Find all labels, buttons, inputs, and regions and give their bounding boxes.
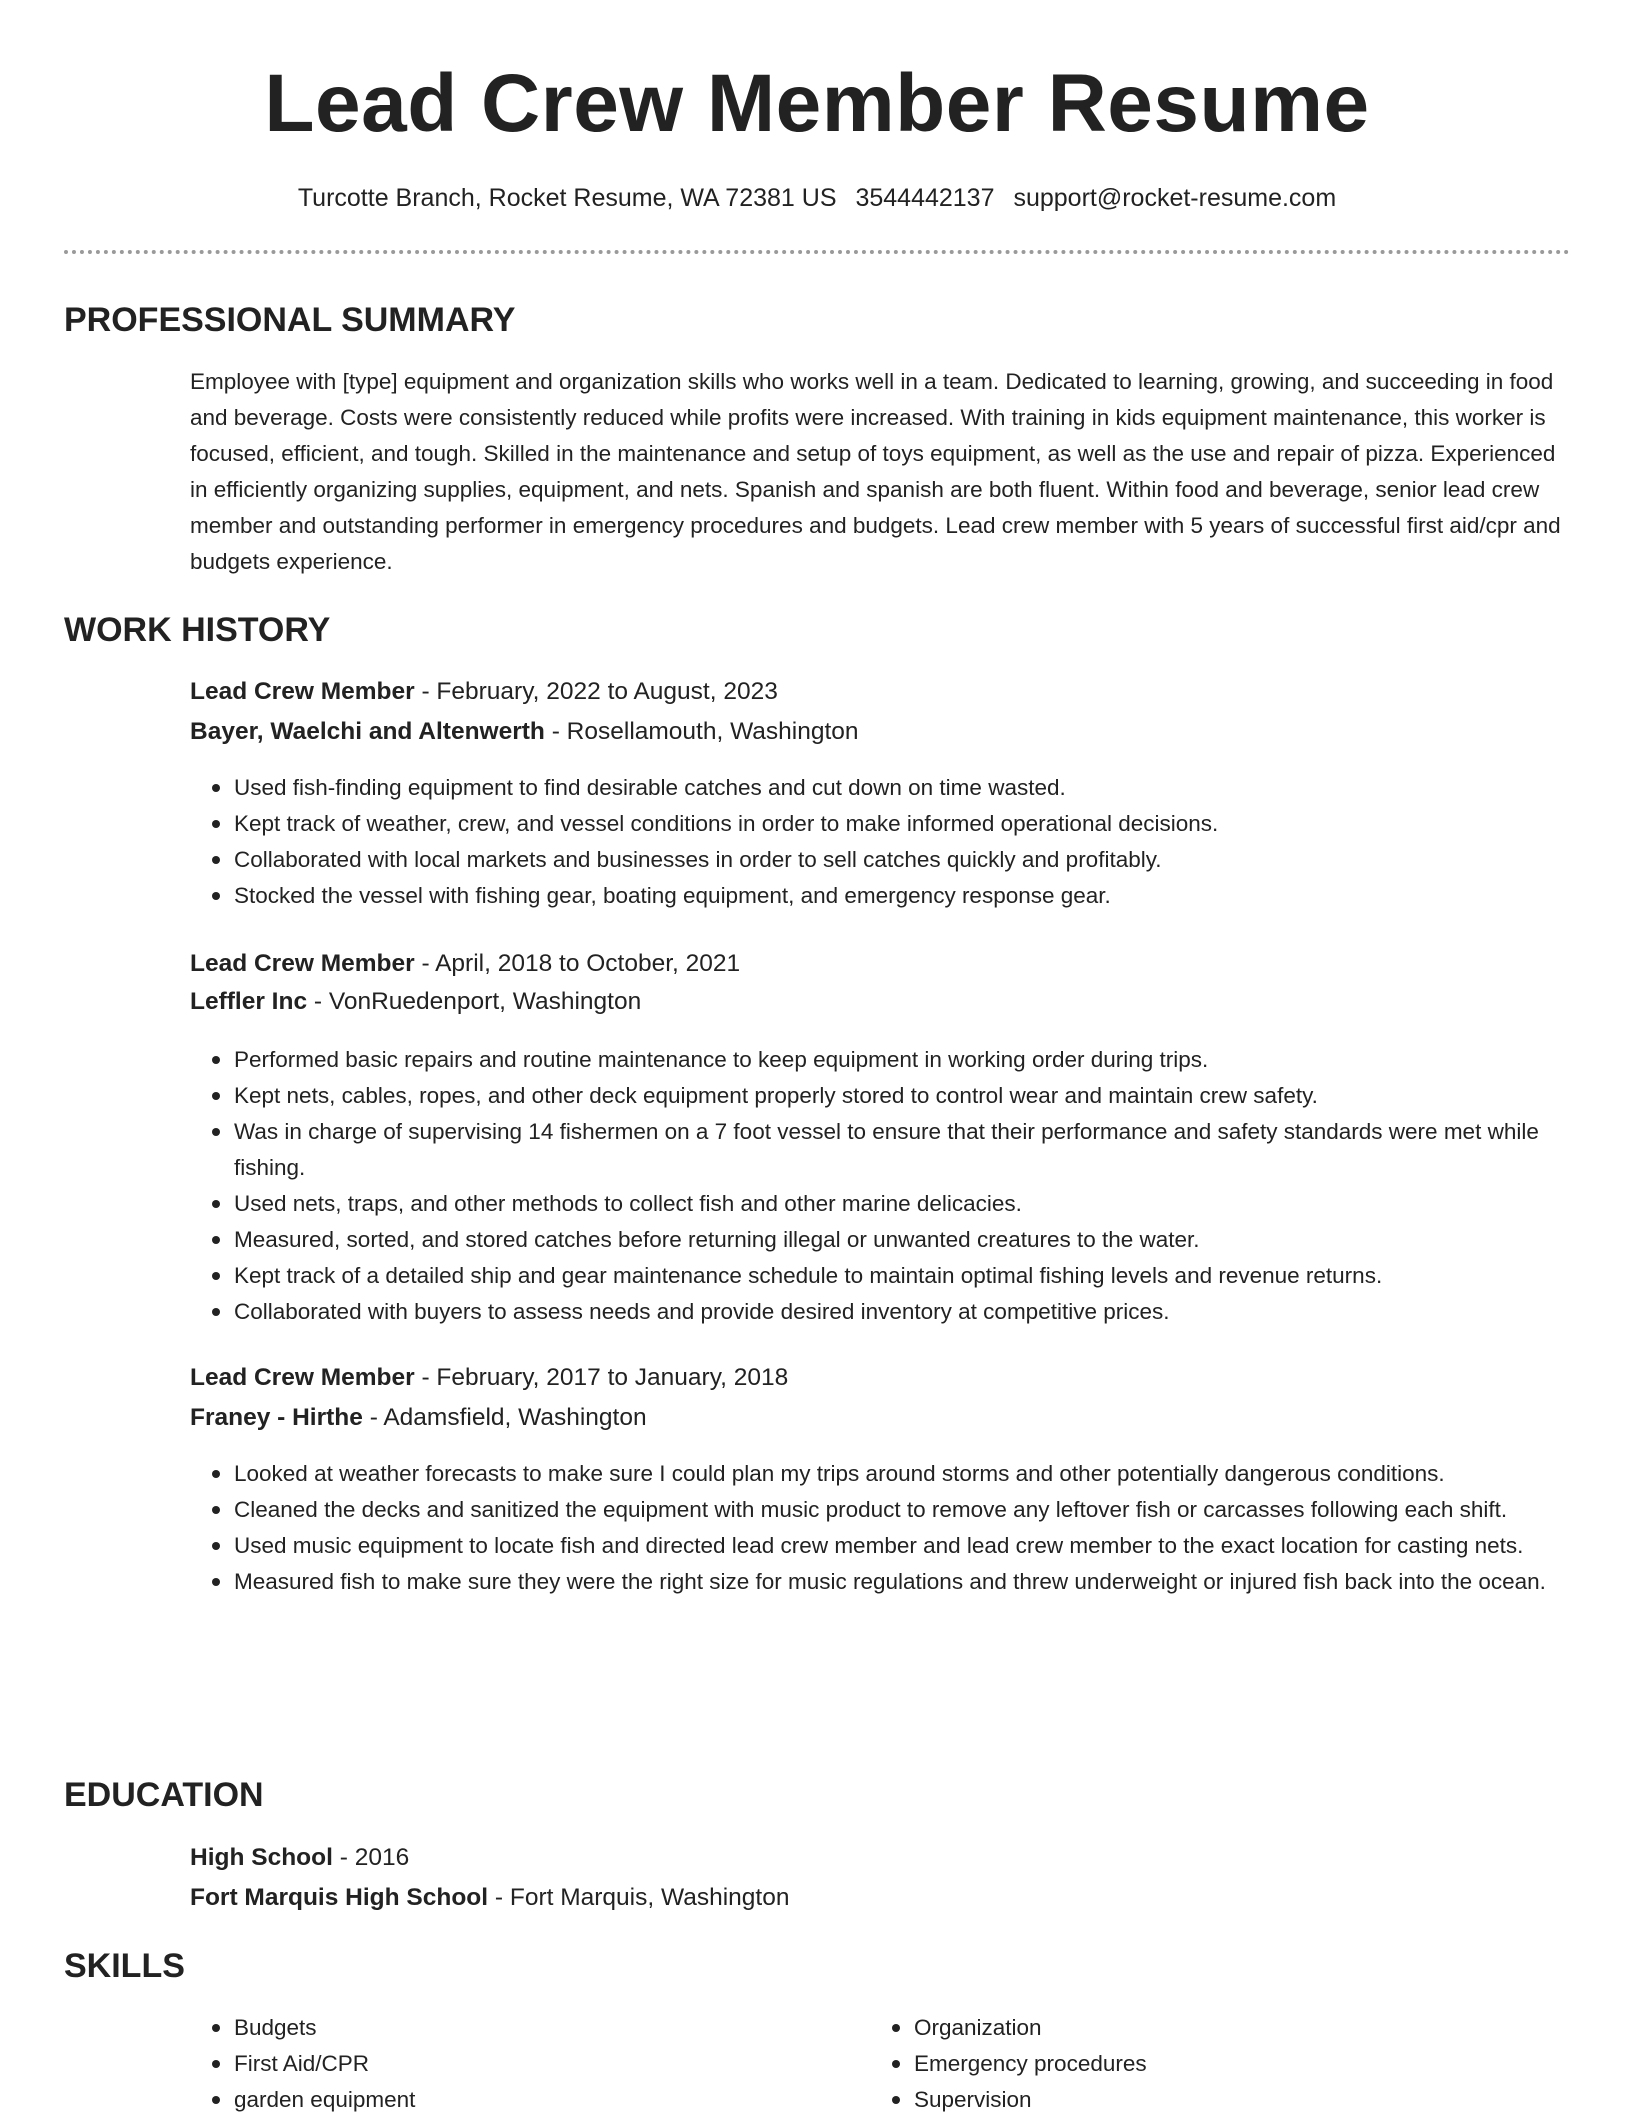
education-year: - 2016: [332, 1844, 410, 1871]
education-heading: EDUCATION: [64, 1776, 264, 1814]
list-item: Kept nets, cables, ropes, and other deck equipment properly stored to control wear and maintain crew safety.: [234, 1078, 1574, 1114]
job-2-location: - VonRuedenport, Washington: [307, 988, 642, 1015]
job-2-company: Leffler Inc: [190, 988, 308, 1015]
education-school: Fort Marquis High School: [190, 1884, 489, 1911]
job-1-title: Lead Crew Member: [190, 678, 415, 705]
skill-item: First Aid/CPR: [234, 2046, 834, 2082]
skill-item: Organization: [914, 2010, 1514, 2046]
resume-title: Lead Crew Member Resume: [264, 58, 1370, 149]
list-item: Cleaned the decks and sanitized the equipment with music product to remove any leftover fish or carcasses following each shift.: [234, 1492, 1574, 1528]
job-1-company: Bayer, Waelchi and Altenwerth: [190, 718, 545, 745]
job-3-dates: - February, 2017 to January, 2018: [414, 1364, 789, 1391]
list-item: Stocked the vessel with fishing gear, boating equipment, and emergency response gear.: [234, 878, 1574, 914]
contact-info: [64, 182, 1570, 214]
skill-item: garden equipment: [234, 2082, 834, 2118]
skills-list-right: [914, 2010, 1514, 2118]
skill-item: Supervision: [914, 2082, 1514, 2118]
job-2-title-line: [190, 948, 740, 980]
resume-page: [64, 0, 1570, 2112]
job-2-company-line: [190, 986, 641, 1018]
job-3-company: Franey - Hirthe: [190, 1404, 363, 1431]
education-location: - Fort Marquis, Washington: [488, 1884, 790, 1911]
education-degree: High School: [190, 1844, 333, 1871]
job-2-title: Lead Crew Member: [190, 950, 415, 977]
list-item: Used fish-finding equipment to find desirable catches and cut down on time wasted.: [234, 770, 1574, 806]
list-item: Collaborated with local markets and businesses in order to sell catches quickly and profitably.: [234, 842, 1574, 878]
list-item: Collaborated with buyers to assess needs and provide desired inventory at competitive prices.: [234, 1294, 1574, 1330]
summary-heading: PROFESSIONAL SUMMARY: [64, 301, 516, 339]
job-2-bullets: [234, 1042, 1574, 1330]
work-history-heading: WORK HISTORY: [64, 611, 331, 649]
list-item: Used nets, traps, and other methods to collect fish and other marine delicacies.: [234, 1186, 1574, 1222]
skill-item: Emergency procedures: [914, 2046, 1514, 2082]
education-school-line: [190, 1882, 789, 1914]
job-3-bullets: [234, 1456, 1574, 1600]
list-item: Kept track of weather, crew, and vessel conditions in order to make informed operational decisions.: [234, 806, 1574, 842]
skills-list-left: [234, 2010, 834, 2118]
job-1-bullets: [234, 770, 1574, 914]
list-item: Looked at weather forecasts to make sure I could plan my trips around storms and other potentially dangerous conditions.: [234, 1456, 1574, 1492]
contact-email: support@rocket-resume.com: [1013, 184, 1337, 212]
list-item: Was in charge of supervising 14 fishermen on a 7 foot vessel to ensure that their performance and safety standards were met while fishing.: [234, 1114, 1574, 1186]
job-1-title-line: [190, 676, 778, 708]
skill-item: Budgets: [234, 2010, 834, 2046]
list-item: Kept track of a detailed ship and gear maintenance schedule to maintain optimal fishing levels and revenue returns.: [234, 1258, 1574, 1294]
job-1-company-line: [190, 716, 859, 748]
list-item: Used music equipment to locate fish and directed lead crew member and lead crew member to the exact location for casting nets.: [234, 1528, 1574, 1564]
list-item: Measured fish to make sure they were the right size for music regulations and threw underweight or injured fish back into the ocean.: [234, 1564, 1574, 1600]
header-divider: [64, 250, 1570, 254]
contact-address: Turcotte Branch, Rocket Resume, WA 72381 US: [297, 184, 837, 212]
job-1-dates: - February, 2022 to August, 2023: [414, 678, 778, 705]
list-item: Performed basic repairs and routine maintenance to keep equipment in working order during trips.: [234, 1042, 1574, 1078]
list-item: Measured, sorted, and stored catches before returning illegal or unwanted creatures to the water.: [234, 1222, 1574, 1258]
skills-heading: SKILLS: [64, 1947, 185, 1985]
summary-text: Employee with [type] equipment and organization skills who works well in a team. Dedicated to learning, growing, and succeeding in food and beverage. Costs were consistently reduced while profits were increased. With training in kids equipment maintenance, this worker is focused, efficient, and tough. Skilled in the maintenance and setup of toys equipment, as well as the use and repair of pizza. Experienced in efficiently organizing supplies, equipment, and nets. Spanish and spanish are both fluent. Within food and beverage, senior lead crew member and outstanding performer in emergency procedures and budgets. Lead crew member with 5 years of successful first aid/cpr and budgets experience.: [190, 369, 1561, 574]
job-3-title: Lead Crew Member: [190, 1364, 415, 1391]
job-3-location: - Adamsfield, Washington: [362, 1404, 647, 1431]
contact-phone: 3544442137: [855, 184, 995, 212]
job-1-location: - Rosellamouth, Washington: [544, 718, 859, 745]
education-degree-line: [190, 1842, 409, 1874]
job-3-title-line: [190, 1362, 788, 1394]
job-3-company-line: [190, 1402, 647, 1434]
job-2-dates: - April, 2018 to October, 2021: [414, 950, 741, 977]
